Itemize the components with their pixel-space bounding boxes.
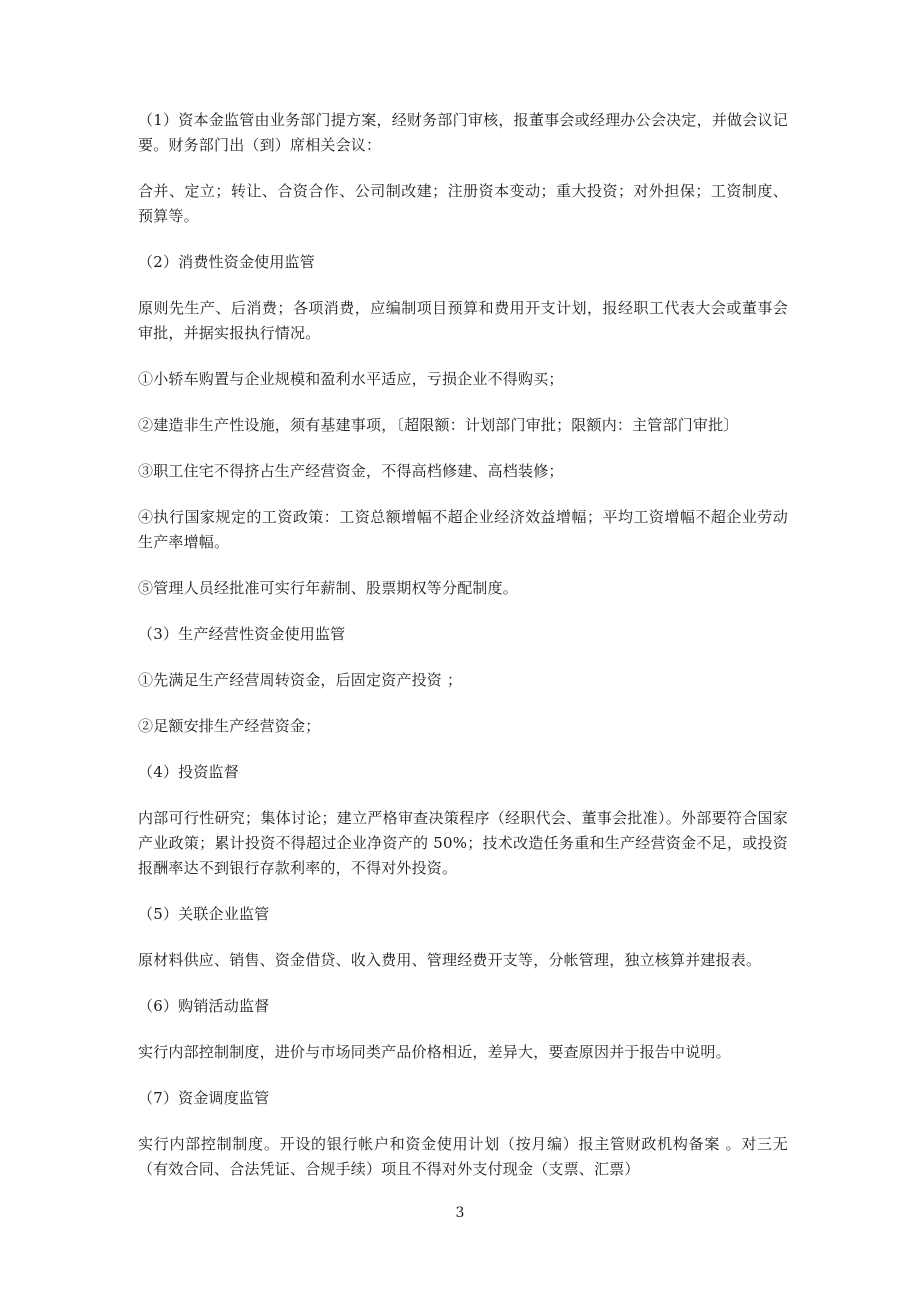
list-item-car-purchase: ①小轿车购置与企业规模和盈利水平适应，亏损企业不得购买； (138, 370, 564, 388)
list-item-working-capital-first: ①先满足生产经营周转资金，后固定资产投资 ； (138, 671, 463, 689)
document-body (138, 108, 788, 1203)
list-item-annual-salary: ⑤管理人员经批准可实行年薪制、股票期权等分配制度。 (138, 579, 519, 597)
heading-investment-supervision: （4）投资监督 (138, 763, 239, 781)
paragraph-capital-items: 合并、定立；转让、合资合作、公司制改建；注册资本变动；重大投资；对外担保；工资制度、预算等。 (138, 182, 788, 225)
paragraph-consumption-principle: 原则先生产、后消费；各项消费，应编制项目预算和费用开支计划，报经职工代表大会或董事会审批，并据实报执行情况。 (138, 299, 788, 342)
paragraph-investment-rules: 内部可行性研究；集体讨论；建立严格审查决策程序（经职代会、董事会批准）。外部要符合国家产业政策；累计投资不得超过企业净资产的 50%；技术改造任务重和生产经营资金不足，或投资报酬率达不到银行存款利率的，不得对外投资。 (138, 809, 788, 877)
list-item-non-production-facilities: ②建造非生产性设施，须有基建事项，〔超限额：计划部门审批；限额内：主管部门审批〕 (138, 416, 739, 434)
heading-purchase-sales: （6）购销活动监督 (138, 997, 270, 1015)
heading-affiliated-enterprises: （5）关联企业监管 (138, 905, 270, 923)
page-number: 3 (455, 1205, 465, 1221)
paragraph-capital-supervision: （1）资本金监管由业务部门提方案，经财务部门审核，报董事会或经理办公会决定，并做会议记要。财务部门出（到）席相关会议： (138, 111, 788, 154)
paragraph-affiliated-rules: 原材料供应、销售、资金借贷、收入费用、管理经费开支等，分帐管理，独立核算并建报表。 (138, 951, 762, 969)
paragraph-purchase-sales-rules: 实行内部控制制度，进价与市场同类产品价格相近，差异大，要查原因并于报告中说明。 (138, 1043, 731, 1061)
list-item-wage-policy: ④执行国家规定的工资政策：工资总额增幅不超企业经济效益增幅；平均工资增幅不超企业劳动生产率增幅。 (138, 508, 788, 551)
list-item-sufficient-funds: ②足额安排生产经营资金； (138, 717, 321, 735)
heading-consumption-funds: （2）消费性资金使用监管 (138, 253, 315, 271)
heading-operating-funds: （3）生产经营性资金使用监管 (138, 625, 346, 643)
list-item-staff-housing: ③职工住宅不得挤占生产经营资金，不得高档修建、高档装修； (138, 462, 564, 480)
paragraph-fund-dispatch-rules: 实行内部控制制度。开设的银行帐户和资金使用计划（按月编）报主管财政机构备案 。对三无（有效合同、合法凭证、合规手续）项且不得对外支付现金（支票、汇票） (138, 1135, 788, 1178)
heading-fund-dispatch: （7）资金调度监管 (138, 1089, 270, 1107)
